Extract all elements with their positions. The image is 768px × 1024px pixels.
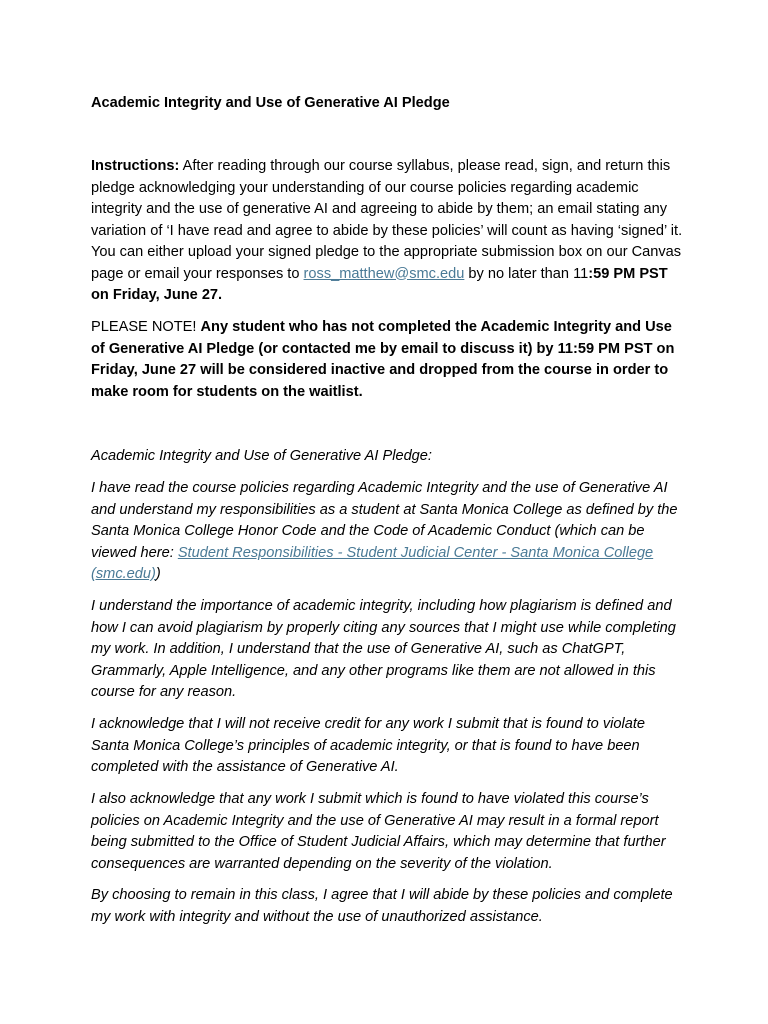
pledge-paragraph-1 (91, 478, 683, 586)
pledge-paragraph-3: I acknowledge that I will not receive credit for any work I submit that is found to violate Santa Monica College’s principles of academic integrity, or that is found to have been completed with the assistance of Generative AI. (91, 716, 646, 775)
deadline-bold: :59 PM PST on Friday, June 27. (91, 265, 668, 303)
email-link[interactable]: ross_matthew@smc.edu (303, 265, 465, 282)
pledge-p1-text: I have read the course policies regarding Academic Integrity and the use of Generative AI and understand my responsibilities as a student at Santa Monica College as defined by the Santa Monica College Honor Code and the Code of Academic Conduct (which can be viewed here: (91, 480, 678, 561)
notice-prefix: PLEASE NOTE! (91, 319, 201, 335)
instructions-label: Instructions: (91, 158, 180, 174)
pledge-p1-end: ) (155, 566, 161, 582)
pledge-paragraph-2: I understand the importance of academic integrity, including how plagiarism is defined and how I can avoid plagiarism by properly citing any sources that I might use while completing my work. In addition, I understand that the use of Generative AI, such as ChatGPT, Grammarly, Apple Intelligence, and any other programs like them are not allowed in this course for any reason. (91, 598, 676, 700)
notice-paragraph (91, 317, 683, 403)
instructions-text: After reading through our course syllabus, please read, sign, and return this pledge acknowledging your understanding of our course policies regarding academic integrity and the use of generative AI and agreeing to abide by them; an email stating any variation of ‘I have read and agree to abide by these policies’ will count as having ‘signed’ it. You can either upload your signed pledge to the appropriate submission box on our Canvas page or email your responses to (91, 158, 683, 282)
document-title: Academic Integrity and Use of Generative AI Pledge (91, 95, 450, 111)
deadline-prefix: by no later than 11 (464, 265, 589, 282)
notice-bold-text: Any student who has not completed the Academic Integrity and Use of Generative AI Pledge (or contacted me by email to discuss it) by 11:59 PM PST on Friday, June 27 will be considered inactive and dropped from the course in order to make room for students on the waitlist. (91, 319, 675, 400)
pledge-paragraph-5: By choosing to remain in this class, I agree that I will abide by these policies and complete my work with integrity and without the use of unauthorized assistance. (91, 887, 673, 925)
pledge-heading: Academic Integrity and Use of Generative AI Pledge: (91, 448, 432, 464)
student-responsibilities-link[interactable]: Student Responsibilities - Student Judicial Center - Santa Monica College (smc.edu) (91, 544, 654, 582)
instructions-paragraph (91, 156, 683, 307)
pledge-paragraph-4: I also acknowledge that any work I submit which is found to have violated this course’s policies on Academic Integrity and the use of Generative AI may result in a formal report being submitted to the Office of Student Judicial Affairs, which may determine that further consequences are warranted depending on the severity of the violation. (91, 791, 666, 872)
